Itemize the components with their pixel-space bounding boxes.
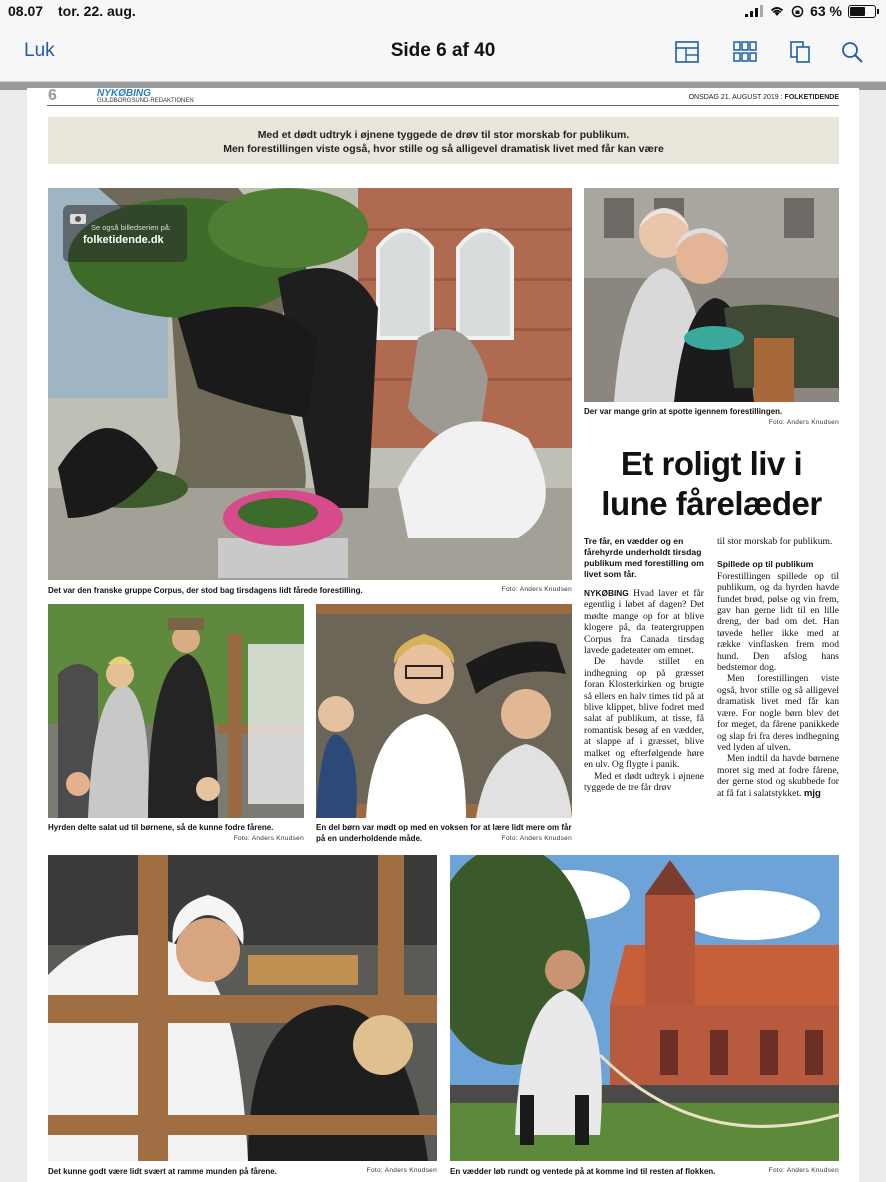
photo-laughing-audience [584, 188, 839, 402]
article-column-2 [717, 536, 839, 836]
promo-badge[interactable] [63, 205, 187, 262]
caption-bottom-right: En vædder løb rundt og ventede på at komme ind til resten af flokken. [450, 1167, 716, 1176]
rotation-lock-icon [791, 5, 804, 18]
article-para-3: Med et dødt udtryk i øjnene tyggede de tre får drøv [584, 770, 704, 793]
para-6-text: Men indtil da havde børnene moret sig med at fodre fårene, der gerne stod og skubbede for at få fat i salatstykket. [717, 753, 839, 799]
article-para-5: Men forestillingen viste også, hvor stille og så alligevel dramatisk livet med får kan være. For nogle børn blev det for meget, da fårene panikkede og slap fri fra deres indhegning ved lyden af ulven. [717, 673, 839, 753]
signal-icon [745, 5, 763, 17]
close-button[interactable]: Luk [24, 40, 55, 61]
section-name: NYKØBING [97, 88, 151, 99]
article-signature: mjg [803, 787, 821, 799]
photo-feeding-sheep [48, 855, 437, 1161]
caption-top-right: Der var mange grin at spotte igennem forestillingen. [584, 407, 783, 416]
promo-link[interactable]: folketidende.dk [83, 234, 164, 246]
article-para-3-cont: til stor morskab for publikum. [717, 536, 833, 547]
page-header [47, 88, 839, 106]
dateline-paper: FOLKETIDENDE [784, 94, 839, 101]
photo-children-watching [316, 604, 572, 818]
photo-ram-church [450, 855, 839, 1161]
article-column-1 [584, 536, 704, 836]
status-bar [0, 0, 886, 24]
reader-toolbar [0, 24, 886, 82]
article-subhead: Spillede op til publikum [717, 559, 814, 570]
article-lead: Tre får, en vædder og en fårehyrde underholdt tirsdag publikum med forestilling om livet som får. [584, 536, 704, 579]
caption-bottom-left: Det kunne godt være lidt svært at ramme munden på fårene. [48, 1167, 277, 1176]
newspaper-page[interactable] [27, 88, 859, 1182]
search-icon[interactable] [840, 40, 866, 64]
photo-shepherd-salad [48, 604, 304, 818]
camera-icon [69, 211, 87, 225]
banner-line-2: Men forestillingen viste også, hvor stille og så alligevel dramatisk livet med får kan være [223, 143, 664, 155]
subsection-name: GULDBORGSUND-REDAKTIONEN [97, 98, 194, 104]
caption-main: Det var den franske gruppe Corpus, der stod bag tirsdagens lidt fårede forestilling. [48, 586, 363, 595]
article-headline: Et roligt liv i lune fårelæder [601, 445, 822, 522]
credit-bottom-left: Foto: Anders Knudsen [366, 1167, 437, 1174]
battery-icon [848, 5, 876, 18]
article-para-2: De havde stillet en indhegning op på græsset foran Klosterkirken og brugte så ellers en halv times tid på at blive klippet, blive fodret med salat af publikum, at tisse, få romantisk besøg af en vædder, at slappe af i græsset, blive malket og efterfølgende høre en ulv. Og flygte i panik. [584, 656, 704, 771]
article-para-4: Forestillingen spillede op til publikum, og da hyrden havde fundet brød, pølse og vin frem, gav han gerne lidt til en lille dreng, der bad om det. Han tøvede heller ikke med at række vinflasken frem mod hund. Den afslog hans bedstemor dog. [717, 570, 839, 674]
status-right [745, 3, 876, 19]
credit-mid-left: Foto: Anders Knudsen [233, 835, 304, 842]
banner-line-1: Med et dødt udtryk i øjnene tyggede de drøv til stor morskab for publikum. [257, 129, 630, 141]
page-title: Side 6 af 40 [390, 40, 496, 61]
dateline-city: NYKØBING [584, 588, 629, 598]
credit-bottom-right: Foto: Anders Knudsen [768, 1167, 839, 1174]
status-time: 08.07 [8, 3, 44, 19]
credit-main: Foto: Anders Knudsen [501, 586, 572, 593]
battery-percent: 63 % [810, 3, 842, 19]
credit-top-right: Foto: Anders Knudsen [768, 419, 839, 426]
dateline-date: ONSDAG 21. AUGUST 2019 [688, 94, 779, 101]
article-para-1 [584, 588, 704, 656]
page-layout-icon[interactable] [674, 40, 700, 64]
para-1-text: Hvad laver et får egentlig i løbet af dagen? Det mødte mange op for at blive klogere på, da teatergruppen Corpus fra Canada tirsdag lavede gadeteater om emnet. [584, 588, 704, 657]
page-number: 6 [48, 87, 57, 104]
article-para-6 [717, 753, 839, 799]
promo-text: Se også billedserien på: [91, 223, 172, 232]
caption-mid-left: Hyrden delte salat ud til børnene, så de kunne fodre fårene. [48, 823, 274, 832]
credit-mid-right: Foto: Anders Knudsen [501, 835, 572, 842]
caption-mid-right: En del børn var mødt op med en voksen for at lære lidt mere om får på en underholdende måde. [316, 823, 572, 843]
status-date: tor. 22. aug. [58, 3, 136, 19]
dateline: ONSDAG 21. AUGUST 2019 : FOLKETIDENDE [688, 94, 839, 101]
wifi-icon [769, 5, 785, 17]
summary-banner [48, 117, 839, 164]
copies-icon[interactable] [788, 40, 814, 64]
grid-icon[interactable] [732, 40, 758, 64]
